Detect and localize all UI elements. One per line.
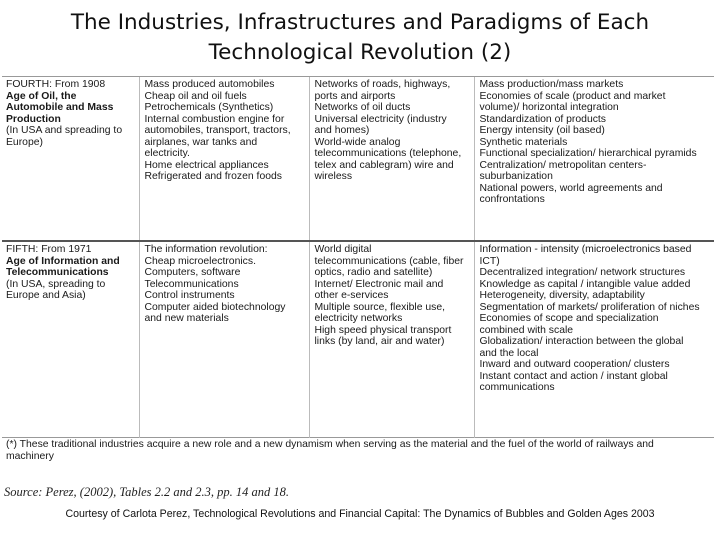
cell-line: ports and airports [314, 90, 396, 102]
cell-line: Multiple source, flexible use, [314, 301, 446, 313]
cell-line: telex and cablegram) wire and [314, 159, 454, 171]
cell-line: Internal combustion engine for [144, 113, 285, 125]
infrastructures-cell [309, 77, 474, 242]
cell-line: FIFTH: From 1971 [6, 244, 92, 255]
cell-line: ICT) [479, 255, 500, 267]
era-cell [2, 77, 139, 242]
cell-line: electricity networks [314, 313, 403, 324]
cell-line: Synthetic materials [479, 136, 568, 148]
cell-line: suburbanization [479, 171, 553, 182]
cell-line: combined with scale [479, 324, 574, 336]
cell-line: High speed physical transport [314, 324, 452, 336]
slide-title [0, 8, 720, 68]
slide-title-line-1: The Industries, Infrastructures and Paradigms of Each [70, 10, 650, 35]
industries-cell [139, 77, 309, 242]
cell-line: Production [6, 113, 61, 125]
cell-line: and the local [479, 347, 539, 359]
cell-line: Europe) [6, 136, 43, 148]
cell-line: Functional specialization/ hierarchical pyramids [479, 148, 697, 159]
cell-line: Inward and outward cooperation/ clusters [479, 359, 670, 370]
cell-line: telecommunications (cable, fiber [314, 255, 464, 267]
cell-line: Computer aided biotechnology [144, 301, 286, 313]
cell-line: Age of Information and [6, 255, 120, 267]
cell-line: Europe and Asia) [6, 290, 86, 301]
cell-line: Universal electricity (industry [314, 113, 447, 125]
cell-line: Telecommunications [6, 267, 109, 278]
cell-line: communications [479, 382, 555, 393]
cell-line: Economies of scope and specialization [479, 313, 659, 324]
cell-line: Heterogeneity, diversity, adaptability [479, 290, 645, 301]
cell-line: (In USA, spreading to [6, 278, 106, 290]
cell-line: Mass produced automobiles [144, 79, 275, 90]
cell-line: Mass production/mass markets [479, 79, 624, 90]
cell-line: Petrochemicals (Synthetics) [144, 102, 274, 113]
cell-line: Instant contact and action / instant global [479, 370, 668, 382]
cell-line: Internet/ Electronic mail and [314, 278, 444, 290]
cell-line: telecommunications (telephone, [314, 148, 462, 159]
cell-line: confrontations [479, 194, 545, 205]
era-cell [2, 241, 139, 438]
courtesy-note: Courtesy of Carlota Perez, Technological Revolutions and Financial Capital: The Dynamics of Bubbles and Golden Ages 2003 [65, 508, 655, 520]
cell-line: Centralization/ metropolitan centers- [479, 159, 647, 171]
table-row [2, 241, 714, 438]
cell-line: and homes) [314, 125, 370, 136]
cell-line: Cheap oil and oil fuels [144, 90, 247, 102]
cell-line: Information - intensity (microelectronics based [479, 244, 692, 255]
cell-line: Decentralized integration/ network structures [479, 267, 686, 278]
cell-line: airplanes, war tanks and [144, 136, 258, 148]
cell-line: and new materials [144, 313, 229, 324]
cell-line: Age of Oil, the [6, 90, 77, 102]
footnote-row [2, 438, 714, 467]
cell-line: machinery [6, 451, 54, 462]
cell-line: links (by land, air and water) [314, 336, 445, 347]
cell-line: Energy intensity (oil based) [479, 125, 605, 136]
cell-line: Networks of roads, highways, [314, 79, 451, 90]
cell-line: optics, radio and satellite) [314, 267, 433, 278]
cell-line: Home electrical appliances [144, 159, 269, 171]
cell-line: National powers, world agreements and [479, 182, 663, 194]
cell-line: Computers, software [144, 267, 241, 278]
cell-line: World digital [314, 244, 372, 255]
cell-line: Standardization of products [479, 113, 606, 125]
cell-line: FOURTH: From 1908 [6, 79, 106, 90]
table-row [2, 77, 714, 242]
paradigms-cell [474, 77, 714, 242]
source-citation: Source: Perez, (2002), Tables 2.2 and 2.3, pp. 14 and 18. [4, 485, 290, 499]
cell-line: Knowledge as capital / intangible value added [479, 278, 691, 290]
cell-line: wireless [314, 171, 353, 182]
cell-line: The information revolution: [144, 244, 268, 255]
cell-line: automobiles, transport, tractors, [144, 125, 291, 136]
cell-line: other e-services [314, 290, 389, 301]
cell-line: World-wide analog [314, 136, 401, 148]
slide-title-line-2: Technological Revolution (2) [208, 40, 512, 65]
footnote [2, 438, 714, 467]
cell-line: Segmentation of markets/ proliferation of niches [479, 301, 700, 313]
cell-line: volume)/ horizontal integration [479, 102, 619, 113]
cell-line: Automobile and Mass [6, 102, 114, 113]
cell-line: Networks of oil ducts [314, 102, 411, 113]
cell-line: (In USA and spreading to [6, 125, 123, 136]
cell-line: electricity. [144, 148, 190, 159]
infrastructures-cell [309, 241, 474, 438]
industries-cell [139, 241, 309, 438]
revolutions-table [2, 76, 714, 466]
cell-line: Control instruments [144, 290, 235, 301]
cell-line: Telecommunications [144, 278, 239, 290]
cell-line: Cheap microelectronics. [144, 255, 256, 267]
cell-line: Globalization/ interaction between the global [479, 336, 684, 347]
paradigms-cell [474, 241, 714, 438]
cell-line: Refrigerated and frozen foods [144, 171, 282, 182]
cell-line: Economies of scale (product and market [479, 90, 666, 102]
cell-line: (*) These traditional industries acquire a new role and a new dynamism when serving as the material and the fuel of the world of railways and [6, 439, 654, 450]
